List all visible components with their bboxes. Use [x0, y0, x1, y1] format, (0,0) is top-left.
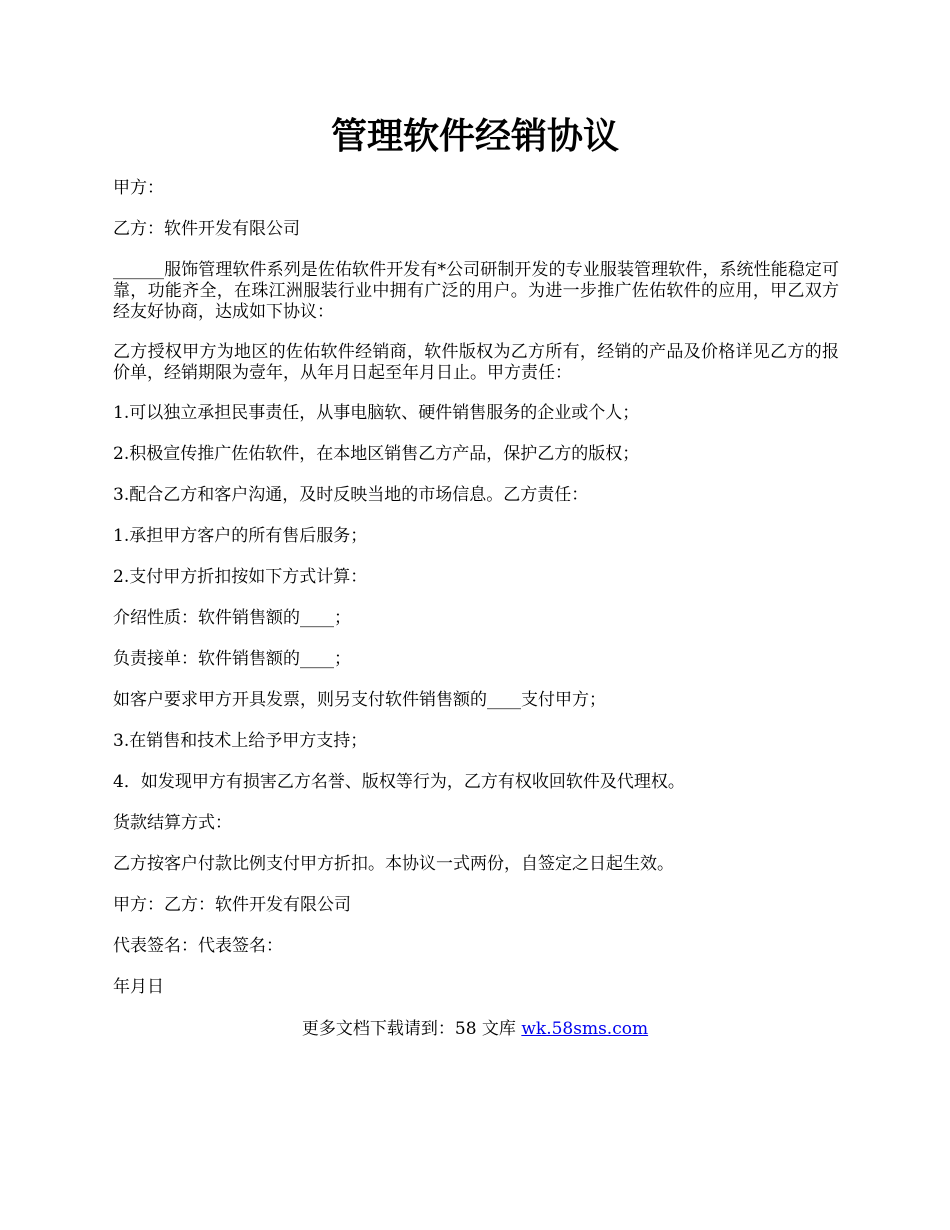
party-a-duty-1: 1.可以独立承担民事责任，从事电脑软、硬件销售服务的企业或个人；	[113, 403, 640, 423]
authorization-paragraph: 乙方授权甲方为地区的佐佑软件经销商，软件版权为乙方所有，经销的产品及价格详见乙方的报价单，经销期限为壹年，从年月日起至年月日止。甲方责任：	[113, 342, 839, 383]
party-a-duty-2: 2.积极宣传推广佐佑软件，在本地区销售乙方产品，保护乙方的版权；	[113, 444, 640, 464]
payment-method-heading: 货款结算方式：	[113, 813, 232, 833]
signature-representatives: 代表签名：代表签名：	[113, 936, 283, 956]
invoice-clause: 如客户要求甲方开具发票，则另支付软件销售额的____支付甲方；	[113, 690, 606, 710]
discount-referral: 介绍性质：软件销售额的____；	[113, 608, 351, 628]
party-b-line: 乙方：软件开发有限公司	[113, 219, 300, 239]
party-b-duty-2: 2.支付甲方折扣按如下方式计算：	[113, 567, 368, 587]
party-b-duty-1: 1.承担甲方客户的所有售后服务；	[113, 526, 368, 546]
signature-parties: 甲方：乙方：软件开发有限公司	[113, 895, 351, 915]
intro-paragraph: ______服饰管理软件系列是佐佑软件开发有*公司研制开发的专业服装管理软件，系统性能稳定可靠，功能齐全，在珠江洲服装行业中拥有广泛的用户。为进一步推广佐佑软件的应用，甲乙双方经友好协商，达成如下协议：	[113, 260, 839, 322]
footer-link[interactable]: wk.58sms.com	[521, 1019, 649, 1039]
party-b-duty-3: 3.在销售和技术上给予甲方支持；	[113, 731, 368, 751]
party-a-duty-3: 3.配合乙方和客户沟通，及时反映当地的市场信息。乙方责任：	[113, 485, 589, 505]
download-footer	[0, 1017, 950, 1041]
footer-text: 更多文档下载请到：58 文库	[301, 1019, 522, 1039]
payment-method-text: 乙方按客户付款比例支付甲方折扣。本协议一式两份，自签定之日起生效。	[113, 854, 674, 874]
document-body	[113, 178, 839, 1018]
document-title: 管理软件经销协议	[330, 115, 619, 157]
party-a-line: 甲方：	[113, 178, 164, 198]
discount-order: 负责接单：软件销售额的____；	[113, 649, 351, 669]
signature-date: 年月日	[113, 977, 164, 997]
party-b-duty-4: 4．如发现甲方有损害乙方名誉、版权等行为，乙方有权收回软件及代理权。	[113, 772, 685, 792]
